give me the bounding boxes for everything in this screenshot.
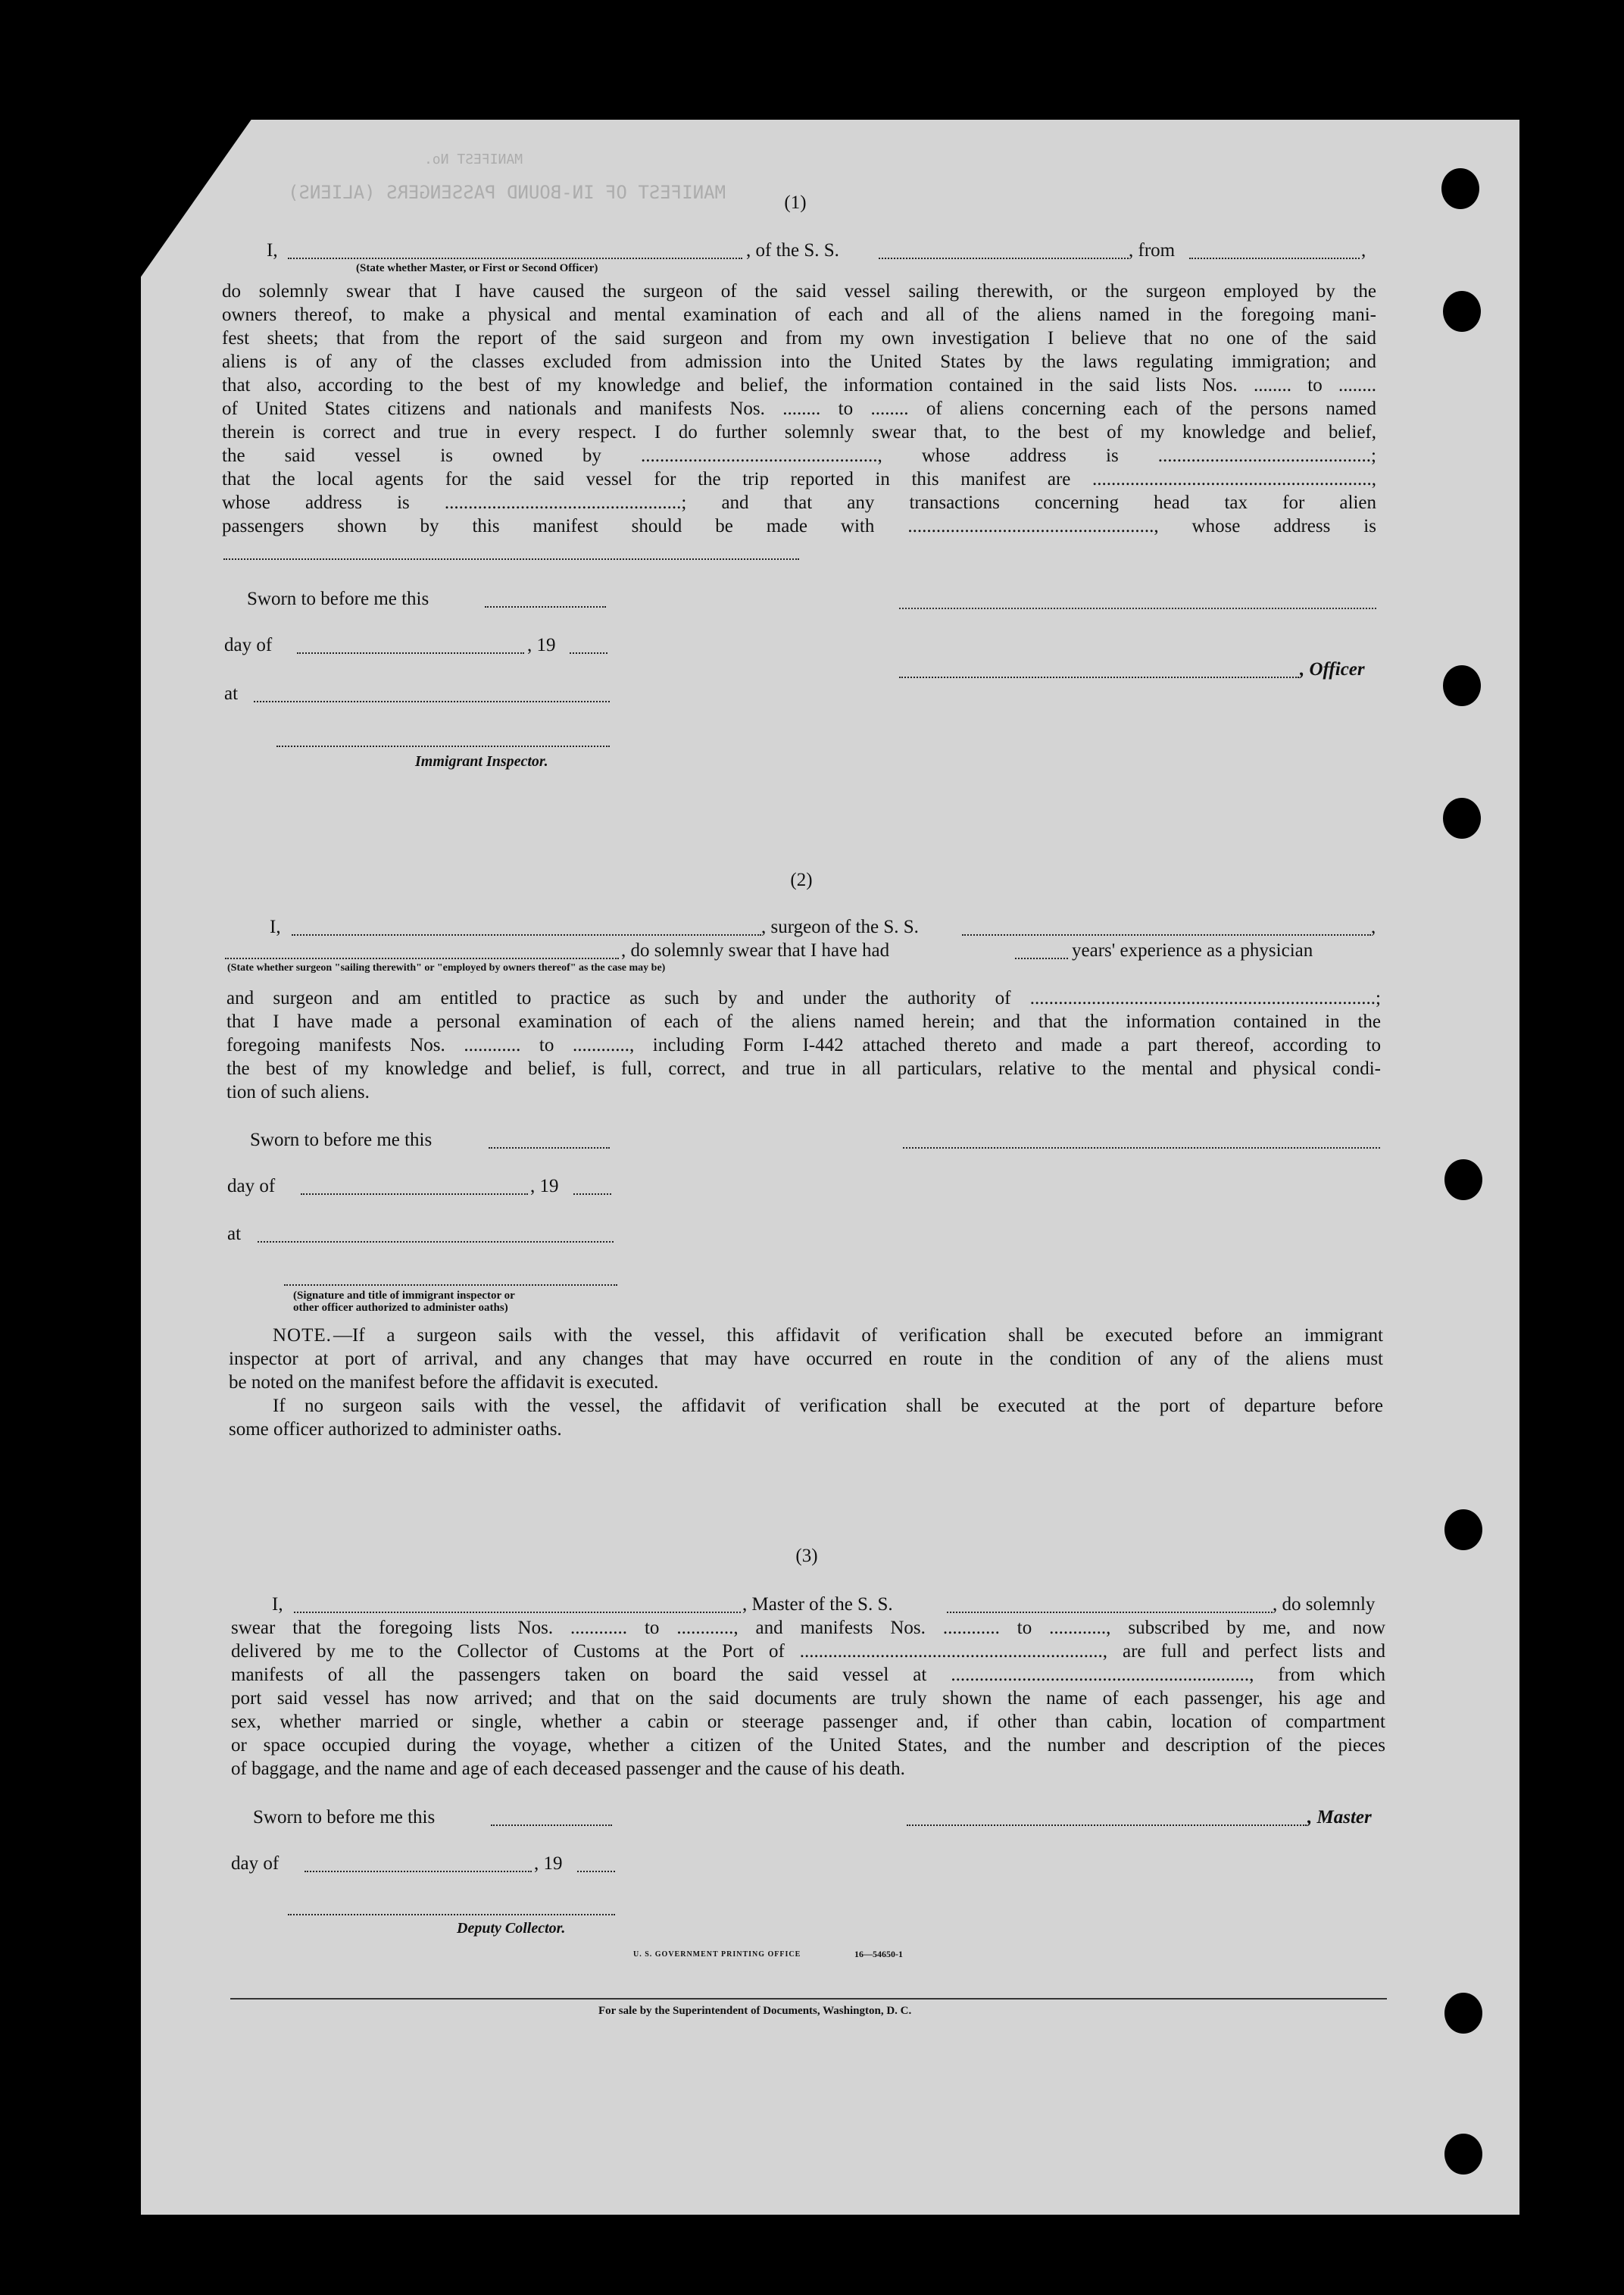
s2-surgeon-type-field[interactable] <box>225 958 619 959</box>
s3-do-solemnly: , do solemnly <box>1273 1594 1376 1615</box>
s2-comma: , <box>1371 917 1376 937</box>
punch-hole <box>1444 1159 1482 1200</box>
punch-hole <box>1443 665 1481 706</box>
s3-line: of baggage, and the name and age of each deceased passenger and the cause of his death. <box>231 1759 905 1779</box>
section-1-number: (1) <box>784 192 807 213</box>
s1-address-field[interactable] <box>223 558 799 560</box>
section-2-number: (2) <box>790 870 813 890</box>
punch-hole <box>1441 168 1479 209</box>
s3-deputy-label: Deputy Collector. <box>457 1920 566 1937</box>
s2-note2-line: If no surgeon sails with the vessel, the affidavit of verification shall be executed at the port of departure before <box>273 1396 1383 1416</box>
bleed-through-title: MANIFEST OF IN-BOUND PASSENGERS (ALIENS) <box>288 182 726 203</box>
s1-year: , 19 <box>527 635 556 655</box>
s2-note-line: inspector at port of arrival, and any changes that may have occurred en route in the condition of any of the aliens must <box>229 1349 1383 1369</box>
s1-from: , from <box>1129 240 1176 261</box>
s3-master-of: , Master of the S. S. <box>742 1594 893 1615</box>
s3-name-field[interactable] <box>294 1612 741 1613</box>
section-3-number: (3) <box>795 1546 818 1566</box>
s1-line: that the local agents for the said vessel for the trip reported in this manifest are ..........................................................., <box>222 469 1376 489</box>
s2-day-field[interactable] <box>301 1193 528 1195</box>
s1-line: that also, according to the best of my knowledge and belief, the information contained in the said lists Nos. ........ to ........ <box>222 375 1376 396</box>
s3-day-of: day of <box>231 1853 280 1874</box>
s3-i: I, <box>272 1594 283 1615</box>
s3-vessel-field[interactable] <box>947 1612 1273 1613</box>
s1-officer-signature-line[interactable] <box>899 608 1376 609</box>
s2-signature-line[interactable] <box>284 1284 617 1286</box>
punch-hole <box>1444 2134 1482 2175</box>
s2-note2-line: some officer authorized to administer oaths. <box>229 1419 562 1440</box>
s1-day-of: day of <box>224 635 273 655</box>
s3-line: swear that the foregoing lists Nos. ............ to ............, and manifests Nos. ............ to ............, subscribed by me, and now <box>231 1618 1385 1638</box>
s2-years-field[interactable] <box>1015 958 1068 959</box>
s3-sworn: Sworn to before me this <box>253 1807 436 1828</box>
punch-hole <box>1443 798 1481 839</box>
s2-vessel-field[interactable] <box>962 934 1371 936</box>
s1-at-field[interactable] <box>254 701 610 702</box>
s2-surgeon-signature-line[interactable] <box>903 1147 1380 1149</box>
s1-officer-label: , Officer <box>1300 659 1365 680</box>
s3-line: manifests of all the passengers taken on board the said vessel at ..............................................................., from which <box>231 1665 1385 1685</box>
s1-officer-caption: (State whether Master, or First or Second Officer) <box>356 262 598 274</box>
s1-sworn: Sworn to before me this <box>247 589 429 609</box>
s1-i: I, <box>267 240 278 261</box>
s1-officer-field[interactable] <box>288 258 742 259</box>
s2-note-label: NOTE. <box>273 1325 332 1346</box>
s2-sig-caption-1: (Signature and title of immigrant inspector or <box>293 1290 515 1302</box>
sale-note: For sale by the Superintendent of Documents, Washington, D. C. <box>598 2005 912 2017</box>
s2-year: , 19 <box>530 1176 559 1196</box>
s1-officer-field-2[interactable] <box>899 677 1299 678</box>
s2-surgeon-caption: (State whether surgeon "sailing therewith" or "employed by owners thereof" as the case may be) <box>227 962 666 974</box>
punch-hole <box>1444 1509 1482 1550</box>
s2-surgeon-of: , surgeon of the S. S. <box>761 917 919 937</box>
s1-line: do solemnly swear that I have caused the surgeon of the said vessel sailing therewith, or the surgeon employed by the <box>222 281 1376 302</box>
s1-line: passengers shown by this manifest should be made with ...................................................., whose address is <box>222 516 1376 536</box>
s2-sworn-field[interactable] <box>489 1147 610 1149</box>
s2-day-of: day of <box>227 1176 276 1196</box>
footer-rule <box>230 1998 1387 2000</box>
bleed-through-manifest-no: MANIFEST No. <box>424 152 523 167</box>
s2-note-line: be noted on the manifest before the affidavit is executed. <box>229 1372 659 1393</box>
form-code: 16—54650-1 <box>854 1949 903 1959</box>
s1-line: of United States citizens and nationals and manifests Nos. ........ to ........ of aliens concerning each of the persons named <box>222 399 1376 419</box>
s1-line: therein is correct and true in every respect. I do further solemnly swear that, to the best of my knowledge and belief, <box>222 422 1376 442</box>
s2-i: I, <box>270 917 281 937</box>
s1-day-field[interactable] <box>297 652 524 654</box>
s2-sworn: Sworn to before me this <box>250 1130 433 1150</box>
s2-at-field[interactable] <box>258 1241 614 1243</box>
s1-line: whose address is ..................................................; and that any transactions concerning head tax for alien <box>222 492 1376 513</box>
s1-year-field[interactable] <box>570 652 607 654</box>
s1-line: fest sheets; that from the report of the said surgeon and from my own investigation I believe that no one of the said <box>222 328 1376 349</box>
s2-years: years' experience as a physician <box>1072 940 1313 961</box>
s2-line: tion of such aliens. <box>226 1082 370 1102</box>
s1-at: at <box>224 683 239 704</box>
s3-master-label: , Master <box>1307 1807 1372 1828</box>
s2-swear-line: , do solemnly swear that I have had <box>621 940 890 961</box>
s2-line: that I have made a personal examination of each of the aliens named herein; and that the information contained in the <box>226 1011 1381 1032</box>
s2-line: and surgeon and am entitled to practice as such by and under the authority of .........................................................................; <box>226 988 1381 1008</box>
s3-line: port said vessel has now arrived; and that on the said documents are truly shown the name of each passenger, his age and <box>231 1688 1385 1709</box>
s3-master-signature-line[interactable] <box>907 1824 1307 1826</box>
s1-vessel-field[interactable] <box>879 258 1129 259</box>
s3-line: sex, whether married or single, whether a cabin or steerage passenger and, if other than cabin, location of compartment <box>231 1712 1385 1732</box>
s3-line: or space occupied during the voyage, whether a citizen of the United States, and the number and description of the pieces <box>231 1735 1385 1756</box>
s1-line: the said vessel is owned by .................................................., whose address is .............................................; <box>222 446 1376 466</box>
s1-line: owners thereof, to make a physical and mental examination of each and all of the aliens named in the foregoing mani- <box>222 305 1376 325</box>
s2-year-field[interactable] <box>573 1193 611 1195</box>
s2-name-field[interactable] <box>292 934 761 936</box>
s1-comma: , <box>1361 240 1366 261</box>
s1-from-field[interactable] <box>1189 258 1360 259</box>
s2-sig-caption-2: other officer authorized to administer oaths) <box>293 1302 508 1314</box>
s1-sworn-field[interactable] <box>485 606 606 608</box>
s1-line: aliens is of any of the classes excluded from admission into the United States by the laws regulating immigration; and <box>222 352 1376 372</box>
s3-year: , 19 <box>534 1853 563 1874</box>
s2-line: foregoing manifests Nos. ............ to ............, including Form I-442 attached thereto and made a part thereof, according to <box>226 1035 1381 1055</box>
s2-at: at <box>227 1224 242 1244</box>
punch-hole <box>1444 1993 1482 2034</box>
s1-of-ss: , of the S. S. <box>746 240 839 261</box>
punch-hole <box>1443 291 1481 332</box>
s1-inspector-signature-line[interactable] <box>276 746 610 747</box>
s3-sworn-field[interactable] <box>491 1824 612 1826</box>
s2-line: the best of my knowledge and belief, is full, correct, and true in all particulars, relative to the mental and physical condi- <box>226 1058 1381 1079</box>
s1-inspector-label: Immigrant Inspector. <box>415 753 548 770</box>
printing-office: U. S. GOVERNMENT PRINTING OFFICE <box>633 1950 801 1959</box>
s2-note-line: —If a surgeon sails with the vessel, this affidavit of verification shall be executed before an immigrant <box>333 1325 1383 1346</box>
s3-line: delivered by me to the Collector of Customs at the Port of ................................................................, are full and perfect lists and <box>231 1641 1385 1662</box>
s3-year-field[interactable] <box>577 1871 615 1872</box>
s3-day-field[interactable] <box>304 1871 532 1872</box>
s3-collector-signature-line[interactable] <box>288 1914 615 1915</box>
